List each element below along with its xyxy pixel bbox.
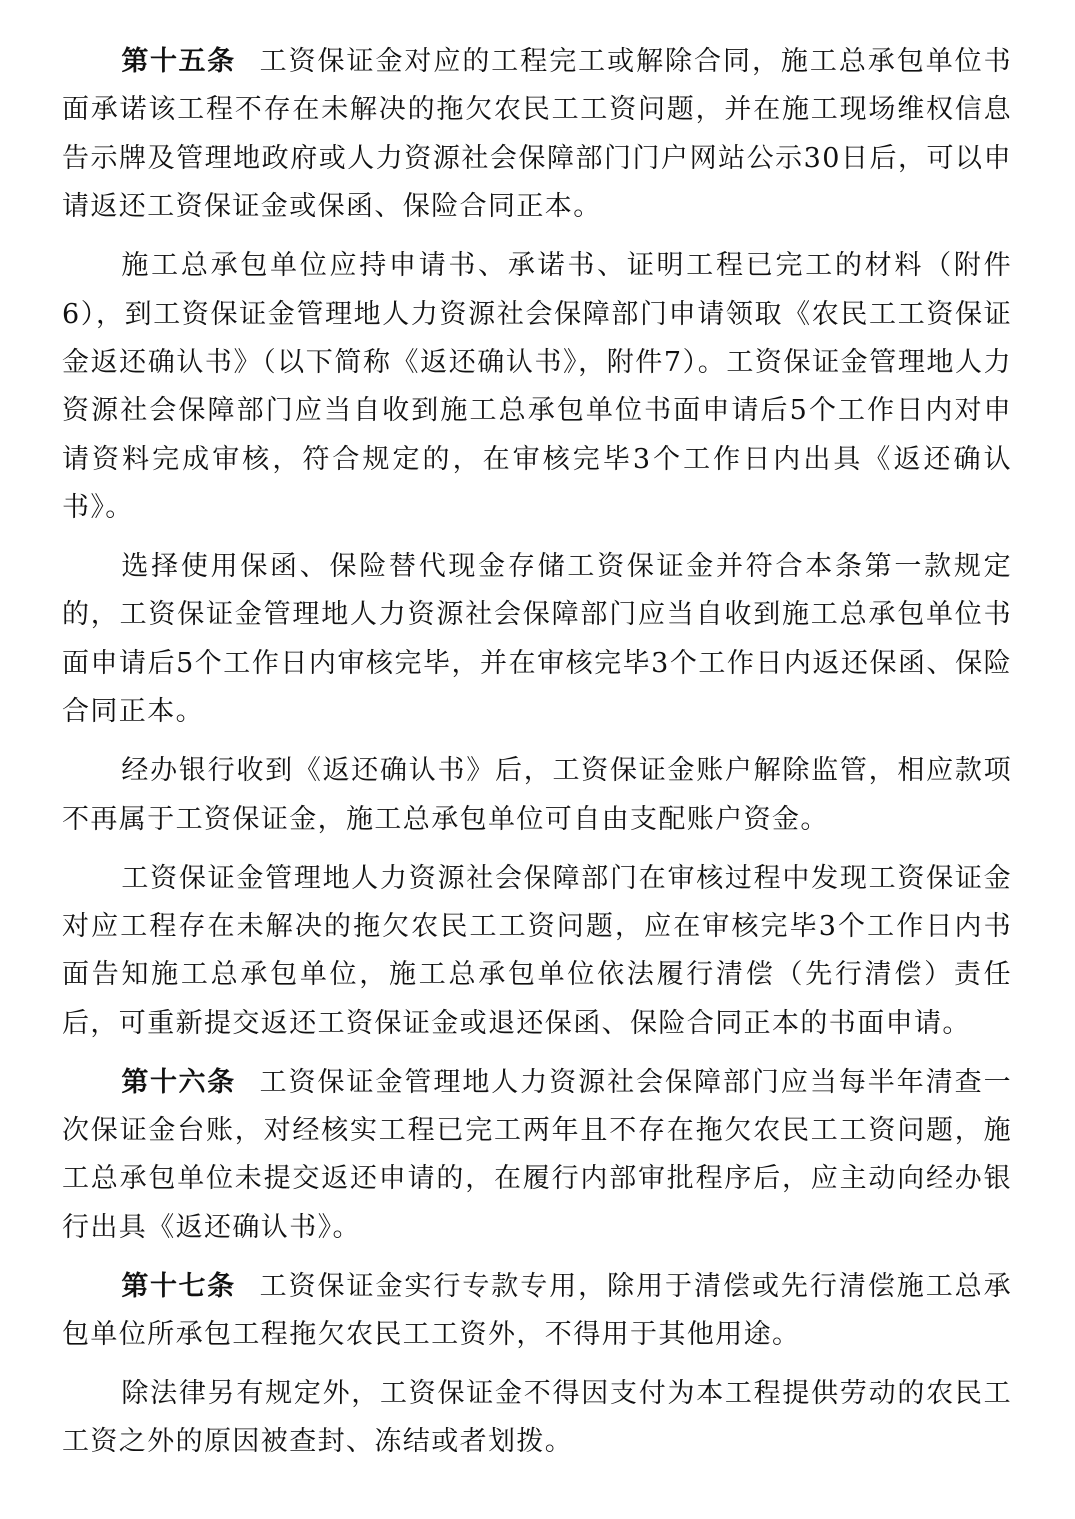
paragraph-text: 选择使用保函、保险替代现金存储工资保证金并符合本条第一款规定的，工资保证金管理地人力资源社会保障部门应当自收到施工总承包单位书面申请后5个工作日内审核完毕，并在审核完毕3个工作日内返还保函、保险合同正本。 xyxy=(62,551,1012,728)
article-heading: 第十六条 xyxy=(121,1066,236,1098)
article-text: 工资保证金对应的工程完工或解除合同，施工总承包单位书面承诺该工程不存在未解决的拖欠农民工工资问题，并在施工现场维权信息告示牌及管理地政府或人力资源社会保障部门门户网站公示30日后，可以申请返还工资保证金或保函、保险合同正本。 xyxy=(62,46,1013,223)
body-paragraph xyxy=(62,747,1012,844)
body-paragraph xyxy=(62,543,1012,737)
article-text: 工资保证金管理地人力资源社会保障部门应当每半年清查一次保证金台账，对经核实工程已完工两年且不存在拖欠农民工工资问题，施工总承包单位未提交返还申请的，在履行内部审批程序后，应主动向经办银行出具《返还确认书》。 xyxy=(62,1066,1013,1243)
article-heading: 第十五条 xyxy=(121,46,236,77)
document-page xyxy=(62,38,1012,1467)
article-17-paragraph xyxy=(62,1263,1012,1360)
article-16-paragraph xyxy=(62,1059,1012,1253)
paragraph-text: 经办银行收到《返还确认书》后，工资保证金账户解除监管，相应款项不再属于工资保证金，施工总承包单位可自由支配账户资金。 xyxy=(62,755,1012,835)
body-paragraph xyxy=(62,242,1012,532)
body-paragraph xyxy=(62,1370,1012,1467)
paragraph-text: 工资保证金管理地人力资源社会保障部门在审核过程中发现工资保证金对应工程存在未解决的拖欠农民工工资问题，应在审核完毕3个工作日内书面告知施工总承包单位，施工总承包单位依法履行清偿（先行清偿）责任后，可重新提交返还工资保证金或退还保函、保险合同正本的书面申请。 xyxy=(62,862,1012,1039)
article-heading: 第十七条 xyxy=(121,1270,236,1302)
body-paragraph xyxy=(62,855,1012,1049)
paragraph-text: 施工总承包单位应持申请书、承诺书、证明工程已完工的材料（附件6），到工资保证金管理地人力资源社会保障部门申请领取《农民工工资保证金返还确认书》（以下简称《返还确认书》，附件7）。工资保证金管理地人力资源社会保障部门应当自收到施工总承包单位书面申请后5个工作日内对申请资料完成审核，符合规定的，在审核完毕3个工作日内出具《返还确认书》。 xyxy=(62,250,1012,524)
article-15-paragraph xyxy=(62,38,1012,232)
paragraph-text: 除法律另有规定外，工资保证金不得因支付为本工程提供劳动的农民工工资之外的原因被查封、冻结或者划拨。 xyxy=(62,1378,1012,1458)
article-text: 工资保证金实行专款专用，除用于清偿或先行清偿施工总承包单位所承包工程拖欠农民工工资外，不得用于其他用途。 xyxy=(62,1270,1013,1351)
